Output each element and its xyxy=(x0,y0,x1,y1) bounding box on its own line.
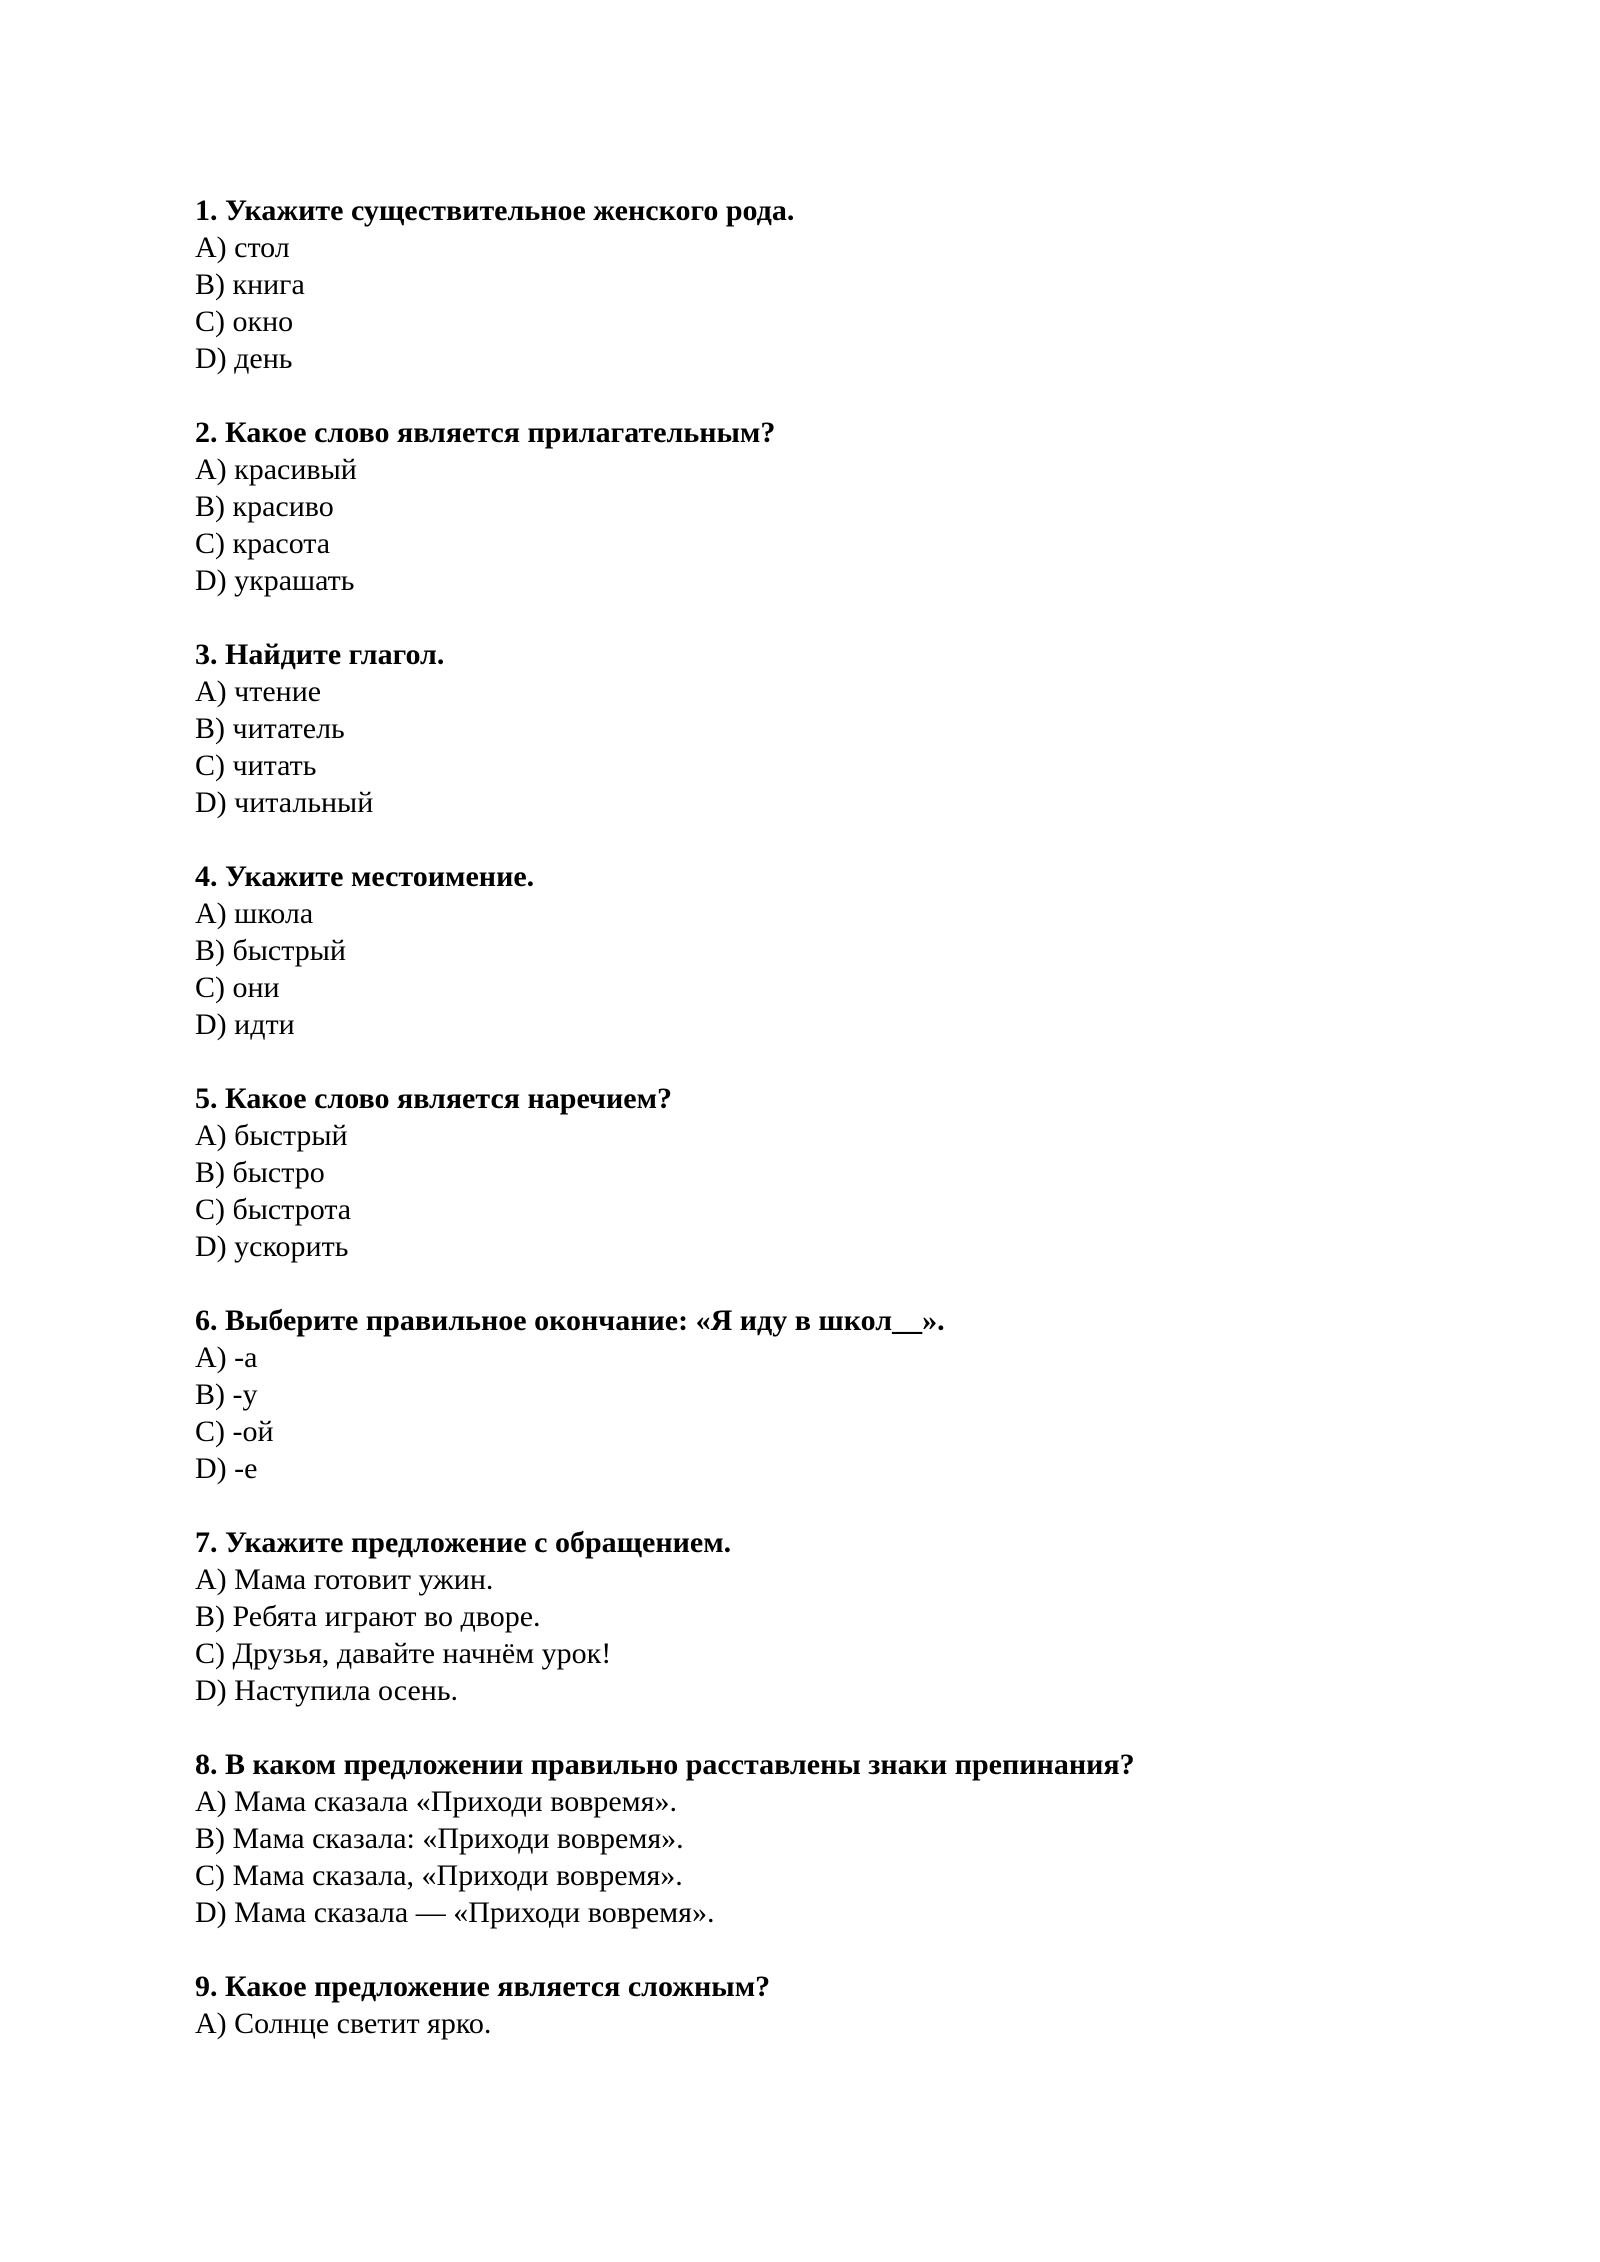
answer-option-a: A) школа xyxy=(195,897,314,930)
answer-option-d: D) идти xyxy=(195,1008,295,1041)
answer-option-c: C) Друзья, давайте начнём урок! xyxy=(195,1637,612,1670)
answer-option-b: B) книга xyxy=(195,268,305,301)
answer-option-d: D) -е xyxy=(195,1452,258,1485)
question-4 xyxy=(195,858,1495,1043)
document-page xyxy=(195,192,1495,2079)
question-5 xyxy=(195,1080,1495,1265)
answer-options xyxy=(195,673,1495,821)
question-1 xyxy=(195,192,1495,377)
answer-options xyxy=(195,1339,1495,1487)
answer-option-c: C) Мама сказала, «Приходи вовремя». xyxy=(195,1859,683,1892)
answer-option-d: D) читальный xyxy=(195,786,374,819)
answer-option-c: C) быстрота xyxy=(195,1193,352,1226)
question-9 xyxy=(195,1968,1495,2042)
answer-option-a: A) Солнце светит ярко. xyxy=(195,2007,492,2040)
question-text: 9. Какое предложение является сложным? xyxy=(195,1970,771,2003)
answer-options xyxy=(195,229,1495,377)
answer-option-a: A) -а xyxy=(195,1341,258,1374)
answer-option-d: D) украшать xyxy=(195,564,355,597)
answer-option-c: C) они xyxy=(195,971,280,1004)
answer-option-a: A) чтение xyxy=(195,675,322,708)
answer-option-a: A) красивый xyxy=(195,453,357,486)
answer-option-b: B) красиво xyxy=(195,490,334,523)
answer-options xyxy=(195,2005,1495,2042)
answer-option-b: B) Ребята играют во дворе. xyxy=(195,1600,541,1633)
question-text: 1. Укажите существительное женского рода. xyxy=(195,194,795,227)
answer-option-a: A) быстрый xyxy=(195,1119,348,1152)
answer-option-c: C) красота xyxy=(195,527,331,560)
question-text: 3. Найдите глагол. xyxy=(195,638,445,671)
question-text: 4. Укажите местоимение. xyxy=(195,860,535,893)
answer-option-b: B) читатель xyxy=(195,712,345,745)
answer-option-a: A) Мама сказала «Приходи вовремя». xyxy=(195,1785,677,1818)
answer-option-d: D) Наступила осень. xyxy=(195,1674,459,1707)
answer-option-c: C) читать xyxy=(195,749,317,782)
answer-option-b: B) быстрый xyxy=(195,934,346,967)
answer-option-d: D) ускорить xyxy=(195,1230,349,1263)
answer-option-c: C) -ой xyxy=(195,1415,274,1448)
question-8 xyxy=(195,1746,1495,1931)
answer-options xyxy=(195,451,1495,599)
question-text: 6. Выберите правильное окончание: «Я иду в школ__». xyxy=(195,1304,945,1337)
answer-option-c: C) окно xyxy=(195,305,294,338)
answer-option-a: A) стол xyxy=(195,231,290,264)
answer-options xyxy=(195,1117,1495,1265)
question-2 xyxy=(195,414,1495,599)
answer-options xyxy=(195,1561,1495,1709)
question-3 xyxy=(195,636,1495,821)
answer-options xyxy=(195,1783,1495,1931)
question-7 xyxy=(195,1524,1495,1709)
answer-option-a: A) Мама готовит ужин. xyxy=(195,1563,494,1596)
answer-option-d: D) день xyxy=(195,342,293,375)
question-6 xyxy=(195,1302,1495,1487)
question-text: 2. Какое слово является прилагательным? xyxy=(195,416,776,449)
question-text: 5. Какое слово является наречием? xyxy=(195,1082,673,1115)
question-text: 7. Укажите предложение с обращением. xyxy=(195,1526,732,1559)
answer-option-b: B) быстро xyxy=(195,1156,325,1189)
answer-option-d: D) Мама сказала — «Приходи вовремя». xyxy=(195,1896,715,1929)
answer-options xyxy=(195,895,1495,1043)
answer-option-b: B) Мама сказала: «Приходи вовремя». xyxy=(195,1822,684,1855)
answer-option-b: B) -у xyxy=(195,1378,258,1411)
question-text: 8. В каком предложении правильно расставлены знаки препинания? xyxy=(195,1748,1135,1781)
